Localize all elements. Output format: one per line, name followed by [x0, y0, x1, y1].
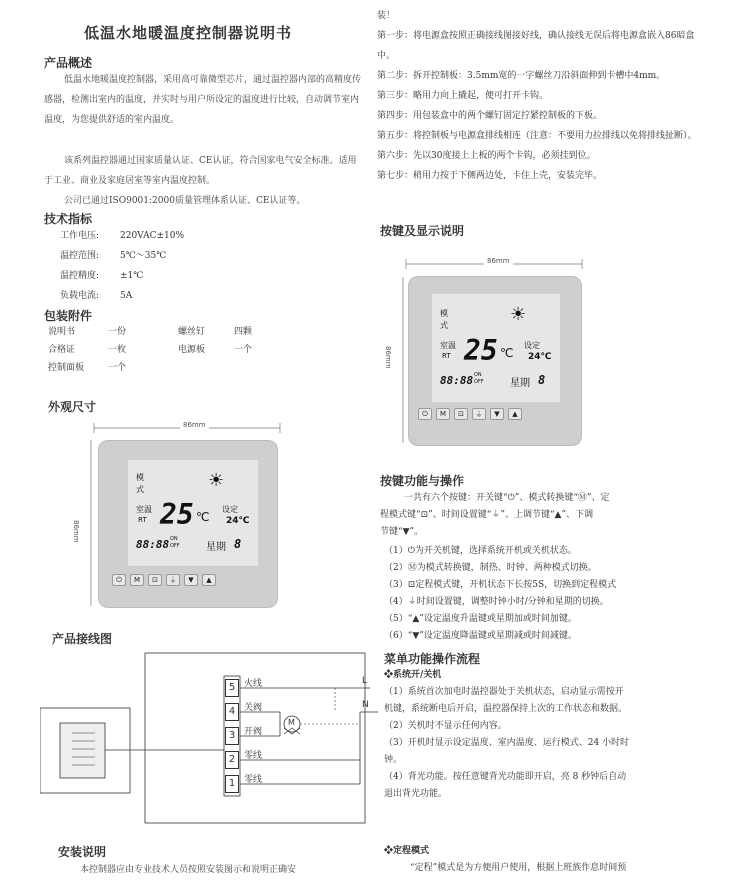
lcd-set-label: 设定 — [524, 341, 540, 350]
neutral-N-label: N — [362, 700, 369, 710]
menu-sub-program: ❖定程模式 — [384, 846, 430, 856]
lcd-week-label: 星期 — [206, 542, 226, 553]
wiring-heading: 产品接线图 — [52, 632, 113, 646]
lcd-off-label: OFF — [170, 543, 180, 549]
mode-key[interactable]: M — [130, 574, 144, 586]
install-step: 第六步：先以30度接上上板的两个卡钩，必须挂到位。 — [377, 151, 596, 161]
menu-item: 机键，系统断电后开启，温控器保持上次的工作状态和数据。 — [384, 704, 628, 714]
lcd-room-label: 室温 — [136, 505, 152, 514]
wire-label-neutral: 零线 — [244, 775, 263, 785]
accessories-heading: 包装附件 — [44, 309, 93, 323]
keyfunc-item: （6）“▼”设定温度降温键或星期减或时间减键。 — [384, 631, 577, 641]
thermostat-front-view — [98, 440, 278, 608]
spec-row: 温控范围: 5℃～35℃ — [60, 251, 167, 261]
down-key[interactable]: ▼ — [184, 574, 198, 586]
menu-item: 退出背光功能。 — [384, 789, 448, 799]
thermostat-display-view — [408, 276, 582, 446]
lcd-on-label: ON — [474, 372, 482, 378]
lcd-rt-label: RT — [442, 352, 451, 360]
menu-heading: 菜单功能操作流程 — [384, 652, 481, 666]
down-key[interactable]: ▼ — [490, 408, 504, 420]
install-continuation: 装！ — [377, 11, 396, 21]
install-step: 第四步：用包装盒中的两个螺钉固定拧紧控制板的下板。 — [377, 111, 603, 121]
lcd-room-temp: 25 — [160, 498, 194, 531]
lcd-clock: 88:88 — [440, 374, 474, 387]
menu-item: （2）关机时不显示任何内容。 — [384, 721, 507, 731]
key-row — [112, 574, 216, 586]
keyfunc-item: （5）“▲”设定温度升温键或星期加或时间加键。 — [384, 614, 577, 624]
spec-row: 温控精度: ±1℃ — [60, 271, 144, 281]
lcd-temp-unit: ℃ — [500, 346, 514, 360]
install-step: 第二步：拆开控制板：3.5mm宽的一字螺丝刀沿斜面伸到卡槽中4mm。 — [377, 71, 666, 81]
keyfunc-heading: 按键功能与操作 — [380, 474, 465, 488]
up-key[interactable]: ▲ — [508, 408, 522, 420]
install-step: 第一步：将电源盒按照正确接线图接好线，确认接线无误后将电源盒嵌入86暗盒中。 — [377, 31, 695, 61]
terminal-4: 4 — [225, 703, 239, 721]
time-key[interactable]: ⏚ — [166, 574, 180, 586]
accessories-list: 说明书 一份 螺丝钉 四颗 合格证 一枚 电源板 一个 控制面板 一个 — [48, 327, 253, 373]
height-label: 86mm — [384, 346, 392, 369]
wire-label-close-valve: 关阀 — [244, 703, 263, 713]
terminal-3: 3 — [225, 727, 239, 745]
install-intro: 本控制器应由专业技术人员按照安装图示和说明正确安 — [80, 865, 297, 875]
program-key[interactable]: ⊡ — [148, 574, 162, 586]
keyfunc-item: （1）⏻为开关机键，选择系统开机或关机状态。 — [384, 546, 577, 556]
install-steps — [377, 26, 702, 186]
wire-label-open-valve: 开阀 — [244, 727, 263, 737]
lcd-set-label: 设定 — [222, 505, 238, 514]
menu-sub-power: ❖系统开/关机 — [384, 670, 442, 680]
specs-heading: 技术指标 — [44, 212, 93, 226]
mode-key[interactable]: M — [436, 408, 450, 420]
lcd-room-temp: 25 — [464, 334, 498, 367]
lcd-off-label: OFF — [474, 379, 484, 385]
lcd-screen — [432, 294, 560, 402]
install-step: 第三步：略用力向上撬起，便可打开卡钩。 — [377, 91, 549, 101]
lcd-mode-label: 模 — [440, 309, 448, 318]
keyfunc-item: （3）⊡定程模式键，开机状态下长按5S，切换到定程模式 — [384, 580, 617, 590]
lcd-mode-label: 模 — [136, 473, 144, 482]
menu-list — [384, 684, 629, 803]
specs-list — [60, 226, 184, 306]
overview-paragraph-3: 公司已通过ISO9001:2000质量管理体系认证、CE认证等。 — [64, 196, 306, 206]
lcd-mode-label: 式 — [440, 321, 448, 330]
lcd-screen — [128, 460, 258, 566]
keyfunc-item: （4）⏚时间设置键，调整时钟小时/分钟和星期的切换。 — [384, 597, 609, 607]
install-step: 第五步：将控制板与电源盒排线相连（注意：不要用力拉排线以免将排线扯断）。 — [377, 131, 697, 141]
power-key[interactable]: ⏻ — [418, 408, 432, 420]
wire-label-live: 火线 — [244, 679, 263, 689]
overview-paragraph-2: 该系列温控器通过国家质量认证、CE认证，符合国家电气安全标准。适用于工业、商业及家庭居室等室内温度控制。 — [44, 156, 357, 186]
lcd-on-label: ON — [170, 536, 178, 542]
menu-item: （4）背光功能。按任意键背光功能即开启，亮 8 秒钟后自动 — [384, 772, 627, 782]
lcd-rt-label: RT — [138, 516, 147, 524]
terminal-2: 2 — [225, 751, 239, 769]
sun-icon: ☀ — [208, 470, 225, 491]
lcd-room-label: 室温 — [440, 341, 456, 350]
display-heading: 按键及显示说明 — [380, 224, 465, 238]
install-step: 第七步：稍用力按于下侧两边处，卡住上壳，安装完毕。 — [377, 171, 603, 181]
motor-label: M — [288, 718, 295, 727]
power-key[interactable]: ⏻ — [112, 574, 126, 586]
overview-paragraph-1: 低温水地暖温度控制器，采用高可靠微型芯片，通过温控器内部的高精度传感器，检测出室内的温度，并实时与用户所设定的温度进行比较，自动调节室内温度，为您提供舒适的室内温度。 — [44, 75, 362, 125]
key-row — [418, 408, 522, 420]
height-label: 86mm — [72, 520, 80, 543]
menu-item: 钟。 — [384, 755, 403, 765]
install-heading: 安装说明 — [58, 845, 107, 859]
menu-item: （1）系统首次加电时温控器处于关机状态，启动显示需按开 — [384, 687, 624, 697]
up-key[interactable]: ▲ — [202, 574, 216, 586]
keyfunc-list — [384, 543, 616, 645]
lcd-clock: 88:88 — [136, 538, 170, 551]
program-key[interactable]: ⊡ — [454, 408, 468, 420]
spec-row: 工作电压: 220VAC±10% — [60, 231, 184, 241]
wire-label-neutral: 零线 — [244, 751, 263, 761]
appearance-heading: 外观尺寸 — [48, 400, 97, 414]
lcd-mode-label: 式 — [136, 485, 144, 494]
terminal-1: 1 — [225, 775, 239, 793]
spec-row: 负载电流: 5A — [60, 291, 133, 301]
menu-program-paragraph: “定程”模式是为方便用户使用，根据上班族作息时间预 — [410, 863, 627, 873]
time-key[interactable]: ⏚ — [472, 408, 486, 420]
keyfunc-item: （2）Ⓜ为模式转换键，制热、时钟、两种模式切换。 — [384, 563, 597, 573]
live-L-label: L — [362, 676, 368, 686]
overview-heading: 产品概述 — [44, 56, 93, 70]
lcd-week-label: 星期 — [510, 378, 530, 389]
document-title: 低温水地暖温度控制器说明书 — [84, 24, 293, 42]
keyfunc-intro: 一共有六个按键：开关键“⏻”、模式转换键“Ⓜ”、定 程模式键“⊡”、时间设置键“⏚”、上调节键“▲”、下调 节键“▼”。 — [380, 493, 610, 537]
wiring-diagram — [40, 648, 380, 828]
lcd-week-number: 8 — [234, 537, 242, 551]
lcd-set-temp: 24℃ — [226, 516, 250, 526]
lcd-week-number: 8 — [538, 373, 546, 387]
width-label: 86mm — [180, 421, 209, 429]
menu-item: （3）开机时显示设定温度、室内温度、运行模式、24 小时时 — [384, 738, 630, 748]
sun-icon: ☀ — [510, 304, 527, 325]
lcd-set-temp: 24℃ — [528, 352, 552, 362]
height-dimension-line — [84, 438, 98, 608]
width-label: 86mm — [484, 257, 513, 265]
terminal-5: 5 — [225, 679, 239, 697]
lcd-temp-unit: ℃ — [196, 510, 210, 524]
